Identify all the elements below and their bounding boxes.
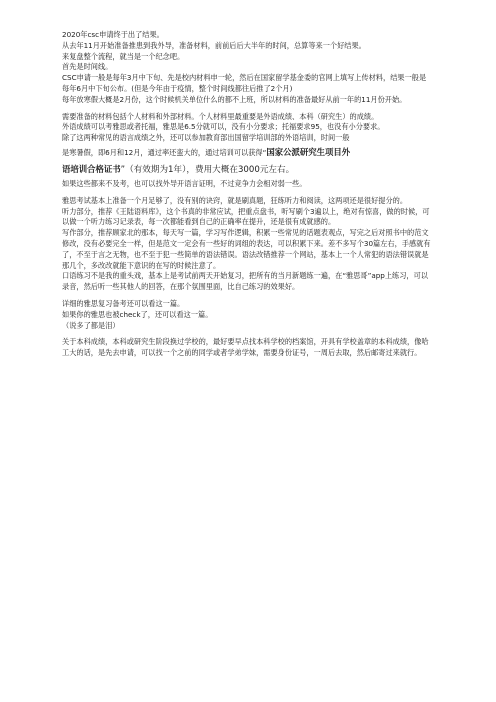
paragraph-aside: （说多了都是泪） xyxy=(62,320,120,330)
paragraph-certificate xyxy=(62,161,432,179)
paragraph-intro: 从去年11月开始准备推患到我外导，准备材料，前前后后大半年的时间，总算等来一个好结果。 xyxy=(62,40,366,50)
paragraph-materials: 需要准备的材料包括个人材料和外部材料。个人材料里最重要是外语成绩、本科（研究生）的成绩。 xyxy=(62,111,379,121)
certificate-highlight-cont: 语培训合格证书 xyxy=(62,163,121,174)
paragraph-language-scores: 外语成绩可以考雅思或者托福，雅思是6.5分就可以，没有小分要求；托福要求95，也没有小分要求。 xyxy=(62,122,385,132)
certificate-fee: ”（有效期为1年），费用大概在3000元左右。 xyxy=(120,164,295,175)
certificate-highlight: 国家公派研究生项目外 xyxy=(266,146,351,157)
paragraph-speaking: 口语练习不是我的重头戏，基本上是考试前两天开始复习，把所有的当月新题练一遍，在“雅思哥”app上练习，可以录音，然后听一些其他人的回答，在那个氛围里面，比自己练习的效果好。 xyxy=(62,271,428,292)
document-title: 2020年csc申请终于出了结果。 xyxy=(62,30,164,39)
paragraph-link-check: 如果你的雅思也被check了，还可以看这一篇。 xyxy=(62,309,213,319)
paragraph-timeline-heading: 首先是时间线。 xyxy=(62,62,113,72)
paragraph-csc-timeline: CSC申请一般是每年3月中下旬、先是校内材料申一轮，然后在国家留学基金委的官网上填写上传材料，结果一般是每年6月中下旬公布。(但是今年由于疫情，整个时间线都往后推了2个月) xyxy=(62,73,427,93)
paragraph-writing: 写作部分，推荐顾家北的那本，每天写一篇，学习写作逻辑，积累一些常见的话题表观点，写完之后对照书中的范文修改，没有必要完全一样，但是范文一定会有一些好的词组的表达，可以积累下来。差不多写个30篇左右，手感就有了，不至于言之无物，也不至于犯一些简单的语法错误。语法改错推荐一个网站，基本上一个人常犯的语法错误就是那几个，多改改就能下意识的在写的时候注意了。 xyxy=(62,228,431,270)
paragraph-language-proof: 如果这些都来不及考，也可以找外导开语言证明，不过竞争力会相对弱一些。 xyxy=(62,178,307,188)
paragraph-training-option: 除了这两种常见的语言成绩之外，还可以参加教育部出国留学培训部的外语培训，时间一般 xyxy=(62,133,350,143)
paragraph-link-ielts: 详细的雅思复习备考还可以看这一篇。 xyxy=(62,298,185,308)
paragraph-listening: 听力部分，推荐《王陆语料库》，这个书真的非常应试，把重点盘书，听写刷个3遍以上，绝对有惊喜，做的时候，可以做一个听力练习记录表，每一次都能看到自己的正确率在提升，还是很有成就感的。 xyxy=(62,206,430,227)
paragraph-review: 来复盘整个流程，就当是一个纪念吧。 xyxy=(62,51,185,61)
paragraph-transcripts: 关于本科成绩，本科或研究生阶段换过学校的，最好要早点找本科学校的档案馆，开具有学校盖章的本科成绩，像哈工大的话，是先去申请，可以找一个之前的同学或者学弟学妹，需要身份证号，一周后去取，然后邮寄过来就行。 xyxy=(62,337,429,358)
training-text: 是寒暑假，即6月和12月，通过率还蛮大的，通过培训可以获得“ xyxy=(62,147,267,157)
paragraph-ielts-prep: 雅思考试基本上准备一个月足够了，没有别的诀窍，就是刷真题，狂练听力和阅读，这两项还是很好提分的。 xyxy=(62,195,408,205)
paragraph-training-detail xyxy=(62,144,432,161)
paragraph-winter-break: 每年放寒假大概是2月份，这个时候机关单位什么的都不上班，所以材料的准备最好从前一年的11月份开始。 xyxy=(62,94,407,104)
